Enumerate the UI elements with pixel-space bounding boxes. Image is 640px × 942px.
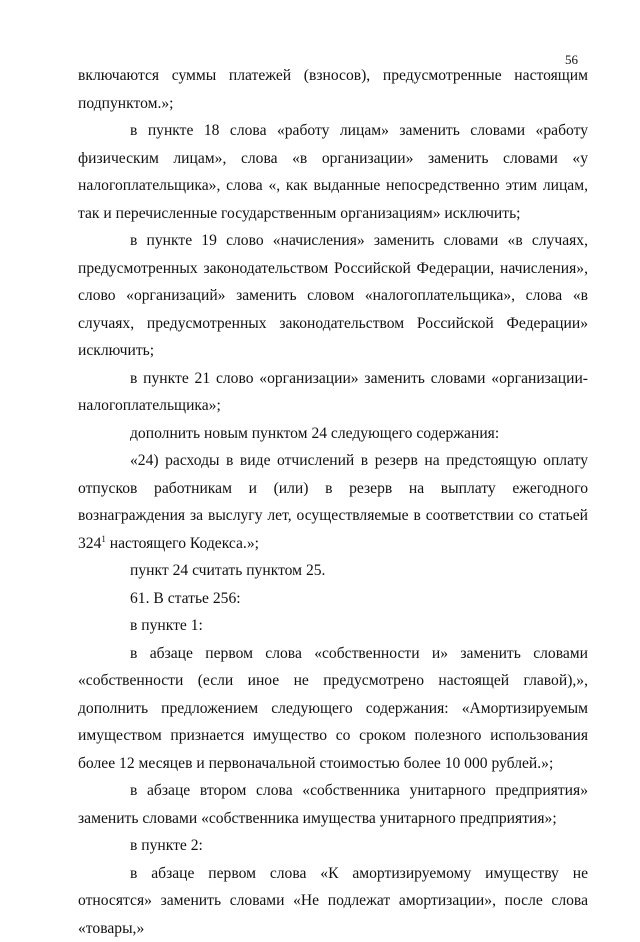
paragraph-point-2-first-abzac: в абзаце первом слова «К амортизируемому имуществу не относятся» заменить словами «Не подлежат амортизации», после слова «товары,» xyxy=(78,860,588,942)
item-24-text-after: настоящего Кодекса.»; xyxy=(106,535,259,552)
paragraph-point-2: в пункте 2: xyxy=(78,832,588,860)
page-number: 56 xyxy=(565,52,578,68)
paragraph-item-19: в пункте 19 слово «начисления» заменить словами «в случаях, предусмотренных законодательством Российской Федерации, начисления», слово «организаций» заменить словом «налогоплательщика», слова «в случаях, предусмотренных законодательством Российской Федерации» исключить; xyxy=(78,227,588,365)
paragraph-renumber: пункт 24 считать пунктом 25. xyxy=(78,557,588,585)
paragraph-second-abzac: в абзаце втором слова «собственника унитарного предприятия» заменить словами «собственника имущества унитарного предприятия»; xyxy=(78,777,588,832)
paragraph-continuation: включаются суммы платежей (взносов), предусмотренные настоящим подпунктом.»; xyxy=(78,62,588,117)
paragraph-first-abzac: в абзаце первом слова «собственности и» заменить словами «собственности (если иное не предусмотрено настоящей главой),», дополнить предложением следующего содержания: «Амортизируемым имуществом признается имущество со сроком полезного использования более 12 месяцев и первоначальной стоимостью более 10 000 рублей.»; xyxy=(78,640,588,778)
item-24-text-before: «24) расходы в виде отчислений в резерв на предстоящую оплату отпусков работникам и (или) в резерв на выплату ежегодного вознаграждения за выслугу лет, осуществляемые в соответствии со статьей 324 xyxy=(78,452,588,552)
paragraph-add-item-24: дополнить новым пунктом 24 следующего содержания: xyxy=(78,420,588,448)
paragraph-item-24-text xyxy=(78,447,588,557)
article-superscript: 1 xyxy=(101,533,106,543)
paragraph-article-256: 61. В статье 256: xyxy=(78,585,588,613)
paragraph-item-21: в пункте 21 слово «организации» заменить словами «организации-налогоплательщика»; xyxy=(78,365,588,420)
paragraph-point-1: в пункте 1: xyxy=(78,612,588,640)
paragraph-item-18: в пункте 18 слова «работу лицам» заменить словами «работу физическим лицам», слова «в организации» заменить словами «у налогоплательщика», слова «, как выданные непосредственно этим лицам, так и перечисленные государственным организациям» исключить; xyxy=(78,117,588,227)
document-body xyxy=(78,62,588,942)
